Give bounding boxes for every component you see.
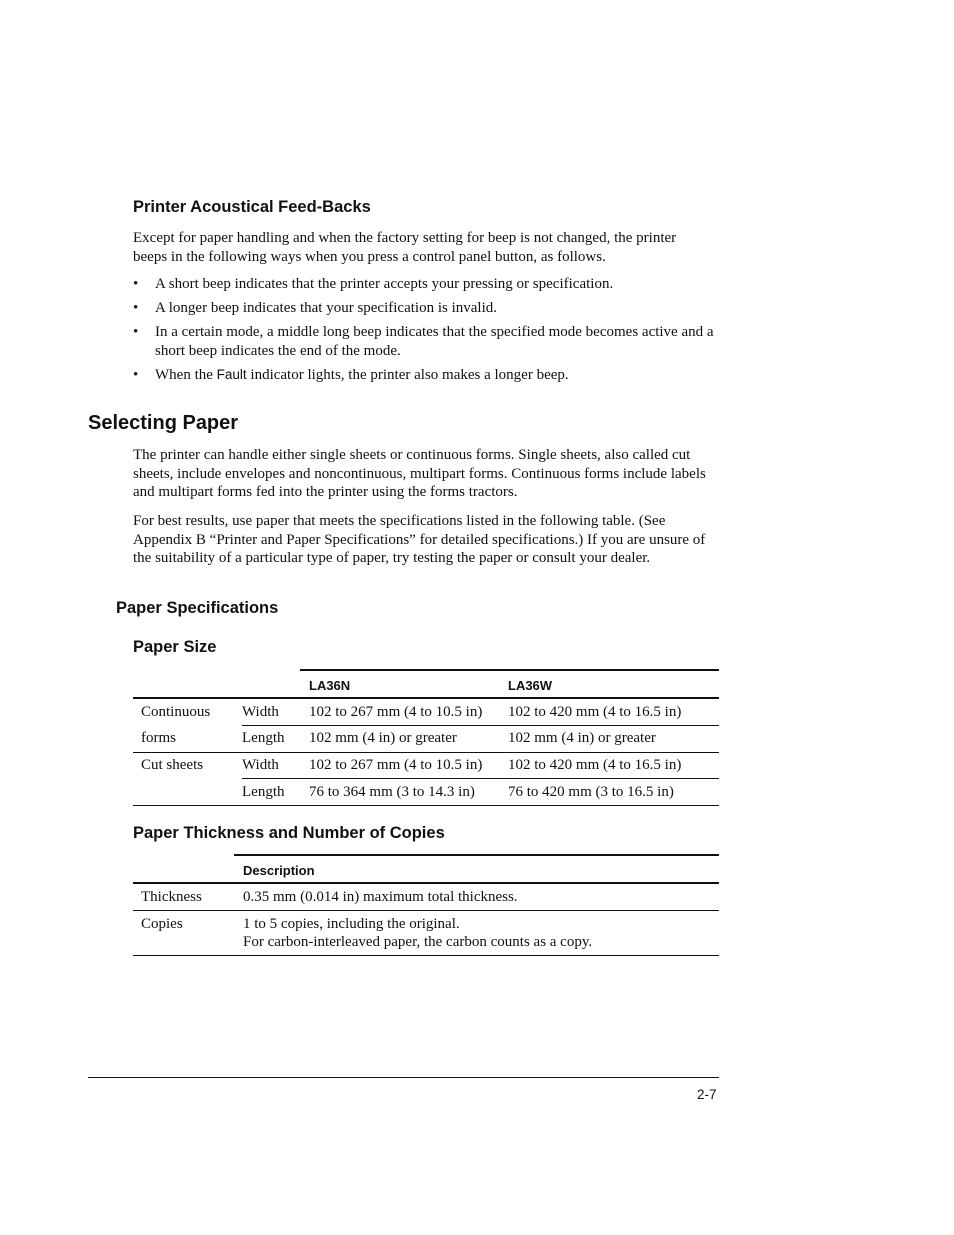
selecting-paper-heading: Selecting Paper [88,412,239,434]
table-row-divider [242,778,719,779]
list-item: • In a certain mode, a middle long beep indicates that the specified mode becomes active and a short beep indicates the end of the mode. [133,324,714,359]
paper-specifications-heading: Paper Specifications [116,599,279,617]
column-header-la36w: LA36W [508,678,553,693]
table-cell: Copies [141,916,183,932]
list-item: • A longer beep indicates that your specification is invalid. [133,300,497,316]
selecting-paper-para-1: The printer can handle either single sheets or continuous forms. Single sheets, also called cut sheets, include envelopes and noncontinuous, multipart forms. Continuous forms include labels and multipart forms fed into the printer using the forms tractors. [133,447,706,500]
table-cell: For carbon-interleaved paper, the carbon counts as a copy. [243,934,593,950]
table-cell: Length [242,784,285,800]
table-header-rule [133,882,719,884]
table-row-divider [133,910,719,911]
table-header-rule [133,697,719,699]
paper-size-heading: Paper Size [133,638,217,656]
table-bottom-rule [133,955,719,956]
paper-thickness-heading: Paper Thickness and Number of Copies [133,824,445,842]
table-cell: 102 mm (4 in) or greater [309,730,457,746]
page-number: 2-7 [697,1087,717,1102]
column-header-la36n: LA36N [309,678,351,693]
table-bottom-rule [133,805,719,806]
table-cell: forms [141,730,176,746]
table-cell: 102 to 420 mm (4 to 16.5 in) [508,757,682,773]
table-row-divider [242,725,719,726]
acoustical-heading: Printer Acoustical Feed-Backs [133,198,371,216]
acoustical-intro: Except for paper handling and when the factory setting for beep is not changed, the printer beeps in the following ways when you press a control panel button, as follows. [133,230,677,265]
table-cell: 102 to 420 mm (4 to 16.5 in) [508,704,682,720]
table-top-rule [234,854,719,856]
fault-indicator-label: Fault [216,366,247,382]
table-cell: Continuous [141,704,211,720]
table-cell: 0.35 mm (0.014 in) maximum total thickness. [243,889,518,905]
footer-rule [88,1077,719,1078]
table-cell: 76 to 420 mm (3 to 16.5 in) [508,784,674,800]
table-cell: 1 to 5 copies, including the original. [243,916,460,932]
table-cell: Cut sheets [141,757,204,773]
table-cell: Length [242,730,285,746]
table-cell: 102 mm (4 in) or greater [508,730,656,746]
column-header-description: Description [243,863,315,878]
selecting-paper-para-2: For best results, use paper that meets the specifications listed in the following table. (See Appendix B “Printer and Paper Specifications” for detailed specifications.) If you are unsure of the suitability of a particular type of paper, try testing the paper or consult your dealer. [133,513,706,566]
table-cell: Thickness [141,889,202,905]
table-cell: 102 to 267 mm (4 to 10.5 in) [309,757,483,773]
table-cell: 76 to 364 mm (3 to 14.3 in) [309,784,475,800]
acoustical-bullet-list [133,275,723,390]
table-cell: Width [242,704,279,720]
list-item: • When the Fault indicator lights, the printer also makes a longer beep. [133,366,569,383]
table-cell: 102 to 267 mm (4 to 10.5 in) [309,704,483,720]
table-row-divider [133,752,719,753]
list-item: • A short beep indicates that the printer accepts your pressing or specification. [133,276,614,292]
table-cell: Width [242,757,279,773]
table-top-rule [300,669,719,671]
